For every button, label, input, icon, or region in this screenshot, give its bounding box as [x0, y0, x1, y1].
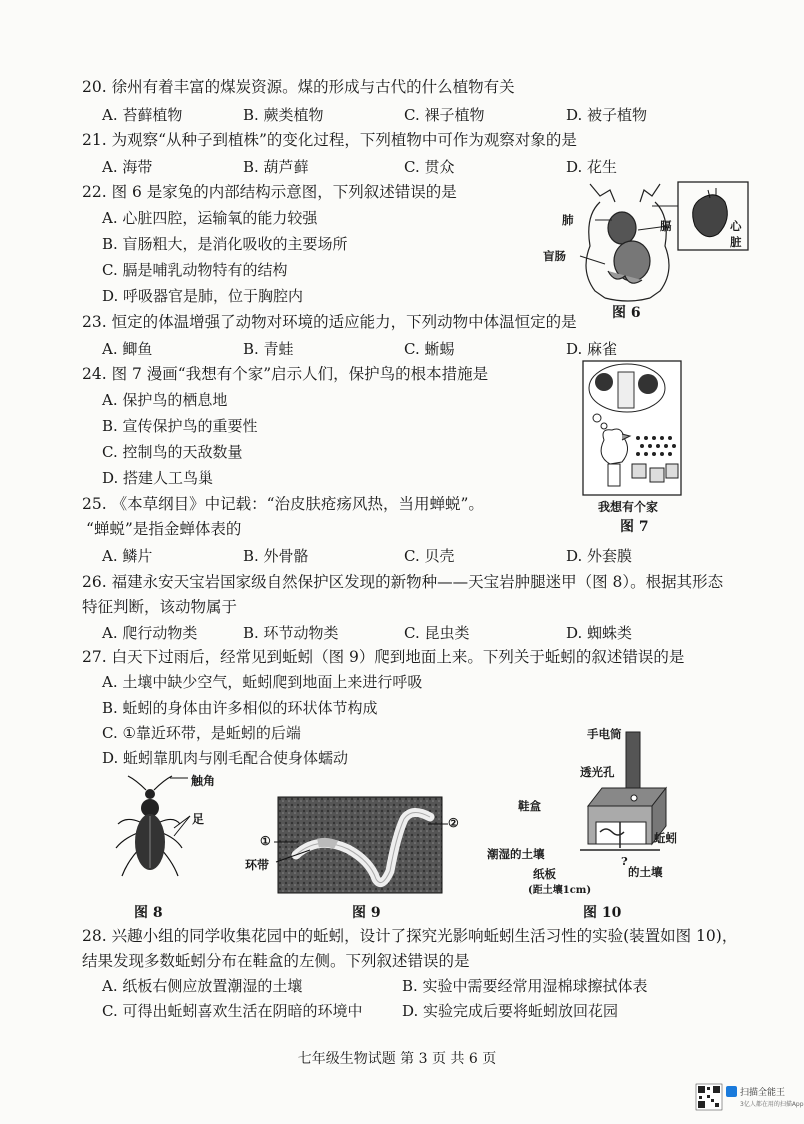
shoebox-experiment-figure — [560, 726, 670, 876]
fig9-label-1: ① — [260, 834, 271, 848]
q26-options — [102, 622, 702, 642]
q25-options — [102, 545, 702, 565]
q20-options — [102, 104, 702, 124]
q21-option-a[interactable]: A. 海带 — [102, 158, 153, 176]
fig10-label-question: ? — [621, 854, 628, 868]
fig10-label-earthworm: 蚯蚓 — [654, 831, 677, 845]
q27-option-c[interactable]: C. ①靠近环带，是蚯蚓的后端 — [102, 724, 301, 742]
fig6-label-heart-2: 脏 — [730, 235, 742, 249]
q26-option-c[interactable]: C. 昆虫类 — [404, 624, 470, 642]
q21-option-c[interactable]: C. 贯众 — [404, 158, 455, 176]
q27-option-a[interactable]: A. 土壤中缺少空气，蚯蚓爬到地面上来进行呼吸 — [102, 673, 423, 691]
q25-option-c[interactable]: C. 贝壳 — [404, 547, 455, 565]
fig10-label-moist-soil: 潮湿的土壤 — [487, 847, 545, 861]
q24-option-c[interactable]: C. 控制鸟的天敌数量 — [102, 443, 243, 461]
fig10-label-cardboard: 纸板 — [533, 867, 556, 881]
fig10-label-soil: 的土壤 — [628, 865, 663, 879]
q20-stem: 20. 徐州有着丰富的煤炭资源。煤的形成与古代的什么植物有关 — [82, 78, 515, 96]
camscanner-logo-icon — [726, 1086, 737, 1097]
fig7-subcaption: 我想有个家 — [598, 500, 659, 514]
q23-stem: 23. 恒定的体温增强了动物对环境的适应能力，下列动物中体温恒定的是 — [82, 313, 577, 331]
q26-stem-line2: 特征判断，该动物属于 — [82, 598, 238, 616]
q23-option-c[interactable]: C. 蜥蜴 — [404, 340, 455, 358]
q25-option-b[interactable]: B. 外骨骼 — [243, 547, 309, 565]
fig6-caption: 图 6 — [612, 305, 641, 321]
q21-option-b[interactable]: B. 葫芦藓 — [243, 158, 309, 176]
fig6-label-lung: 肺 — [562, 213, 574, 227]
q27-option-d[interactable]: D. 蚯蚓靠肌肉与刚毛配合使身体蠕动 — [102, 749, 349, 767]
q22-option-a[interactable]: A. 心脏四腔，运输氧的能力较强 — [102, 209, 318, 227]
q26-option-d[interactable]: D. 蜘蛛类 — [566, 624, 633, 642]
fig9-label-clitellum: 环带 — [245, 858, 270, 872]
q24-option-a[interactable]: A. 保护鸟的栖息地 — [102, 391, 228, 409]
q25-option-d[interactable]: D. 外套膜 — [566, 547, 633, 565]
fig10-label-shoebox: 鞋盒 — [518, 799, 541, 813]
bird-cartoon-figure — [582, 360, 682, 496]
fig10-label-hole: 透光孔 — [580, 765, 615, 779]
q20-option-d[interactable]: D. 被子植物 — [566, 106, 648, 124]
q28-option-c[interactable]: C. 可得出蚯蚓喜欢生活在阴暗的环境中 — [102, 1002, 363, 1020]
q24-option-d[interactable]: D. 搭建人工鸟巢 — [102, 469, 214, 487]
q21-stem: 21. 为观察“从种子到植株”的变化过程，下列植物中可作为观察对象的是 — [82, 131, 577, 149]
fig9-caption: 图 9 — [352, 905, 381, 921]
q21-option-d[interactable]: D. 花生 — [566, 158, 618, 176]
q25-option-a[interactable]: A. 鳞片 — [102, 547, 153, 565]
q27-stem: 27. 白天下过雨后，经常见到蚯蚓（图 9）爬到地面上来。下列关于蚯蚓的叙述错误的是 — [82, 648, 685, 666]
fig9-label-2: ② — [448, 816, 459, 830]
q22-stem: 22. 图 6 是家兔的内部结构示意图，下列叙述错误的是 — [82, 183, 457, 201]
q23-option-b[interactable]: B. 青蛙 — [243, 340, 294, 358]
fig10-caption: 图 10 — [583, 905, 622, 921]
q28-option-b[interactable]: B. 实验中需要经常用湿棉球擦拭体表 — [402, 977, 648, 995]
beetle-figure — [110, 772, 200, 898]
q26-option-a[interactable]: A. 爬行动物类 — [102, 624, 198, 642]
page-footer: 七年级生物试题 第 3 页 共 6 页 — [297, 1051, 497, 1067]
rabbit-anatomy-figure — [560, 176, 750, 306]
q27-option-b[interactable]: B. 蚯蚓的身体由许多相似的环状体节构成 — [102, 699, 378, 717]
q22-option-d[interactable]: D. 呼吸器官是肺，位于胸腔内 — [102, 287, 304, 305]
watermark-subtitle: 3亿人都在用的扫描App — [740, 1101, 804, 1108]
q22-option-b[interactable]: B. 盲肠粗大，是消化吸收的主要场所 — [102, 235, 348, 253]
fig6-label-heart-1: 心 — [730, 219, 742, 233]
q26-option-b[interactable]: B. 环节动物类 — [243, 624, 339, 642]
q28-option-a[interactable]: A. 纸板右侧应放置潮湿的土壤 — [102, 977, 303, 995]
fig10-label-flashlight: 手电筒 — [587, 727, 622, 741]
fig8-label-antenna: 触角 — [191, 774, 216, 788]
q20-option-a[interactable]: A. 苔藓植物 — [102, 106, 183, 124]
q28-stem-line1: 28. 兴趣小组的同学收集花园中的蚯蚓，设计了探究光影响蚯蚓生活习性的实验(装置如图 10)， — [82, 927, 738, 945]
q20-option-c[interactable]: C. 裸子植物 — [404, 106, 485, 124]
q24-stem: 24. 图 7 漫画“我想有个家”启示人们，保护鸟的根本措施是 — [82, 365, 489, 383]
fig9-leader-lines — [270, 820, 450, 870]
q20-option-b[interactable]: B. 蕨类植物 — [243, 106, 324, 124]
q25-stem-line2: “蝉蜕”是指金蝉体表的 — [86, 520, 242, 538]
fig8-caption: 图 8 — [134, 905, 163, 921]
q25-stem-line1: 25. 《本草纲目》中记载：“治皮肤疮疡风热，当用蝉蜕”。 — [82, 495, 484, 513]
watermark-title: 扫描全能王 — [740, 1088, 786, 1098]
fig7-caption: 图 7 — [620, 519, 649, 535]
q21-options — [102, 156, 702, 176]
fig10-label-distance: (距土壤1cm) — [528, 885, 592, 896]
qr-code-icon — [696, 1084, 722, 1110]
q28-option-d[interactable]: D. 实验完成后要将蚯蚓放回花园 — [402, 1002, 619, 1020]
q28-stem-line2: 结果发现多数蚯蚓分布在鞋盒的左侧。下列叙述错误的是 — [82, 952, 470, 970]
fig6-label-cecum: 盲肠 — [543, 249, 566, 263]
q26-stem-line1: 26. 福建永安天宝岩国家级自然保护区发现的新物种——天宝岩肿腿迷甲（图 8）。根据其形态 — [82, 573, 724, 591]
q24-option-b[interactable]: B. 宣传保护鸟的重要性 — [102, 417, 258, 435]
q23-options — [102, 338, 702, 358]
q22-option-c[interactable]: C. 膈是哺乳动物特有的结构 — [102, 261, 288, 279]
q23-option-d[interactable]: D. 麻雀 — [566, 340, 618, 358]
q23-option-a[interactable]: A. 鲫鱼 — [102, 340, 153, 358]
fig6-label-diaphragm: 膈 — [660, 219, 672, 233]
fig8-label-leg: 足 — [192, 812, 205, 826]
